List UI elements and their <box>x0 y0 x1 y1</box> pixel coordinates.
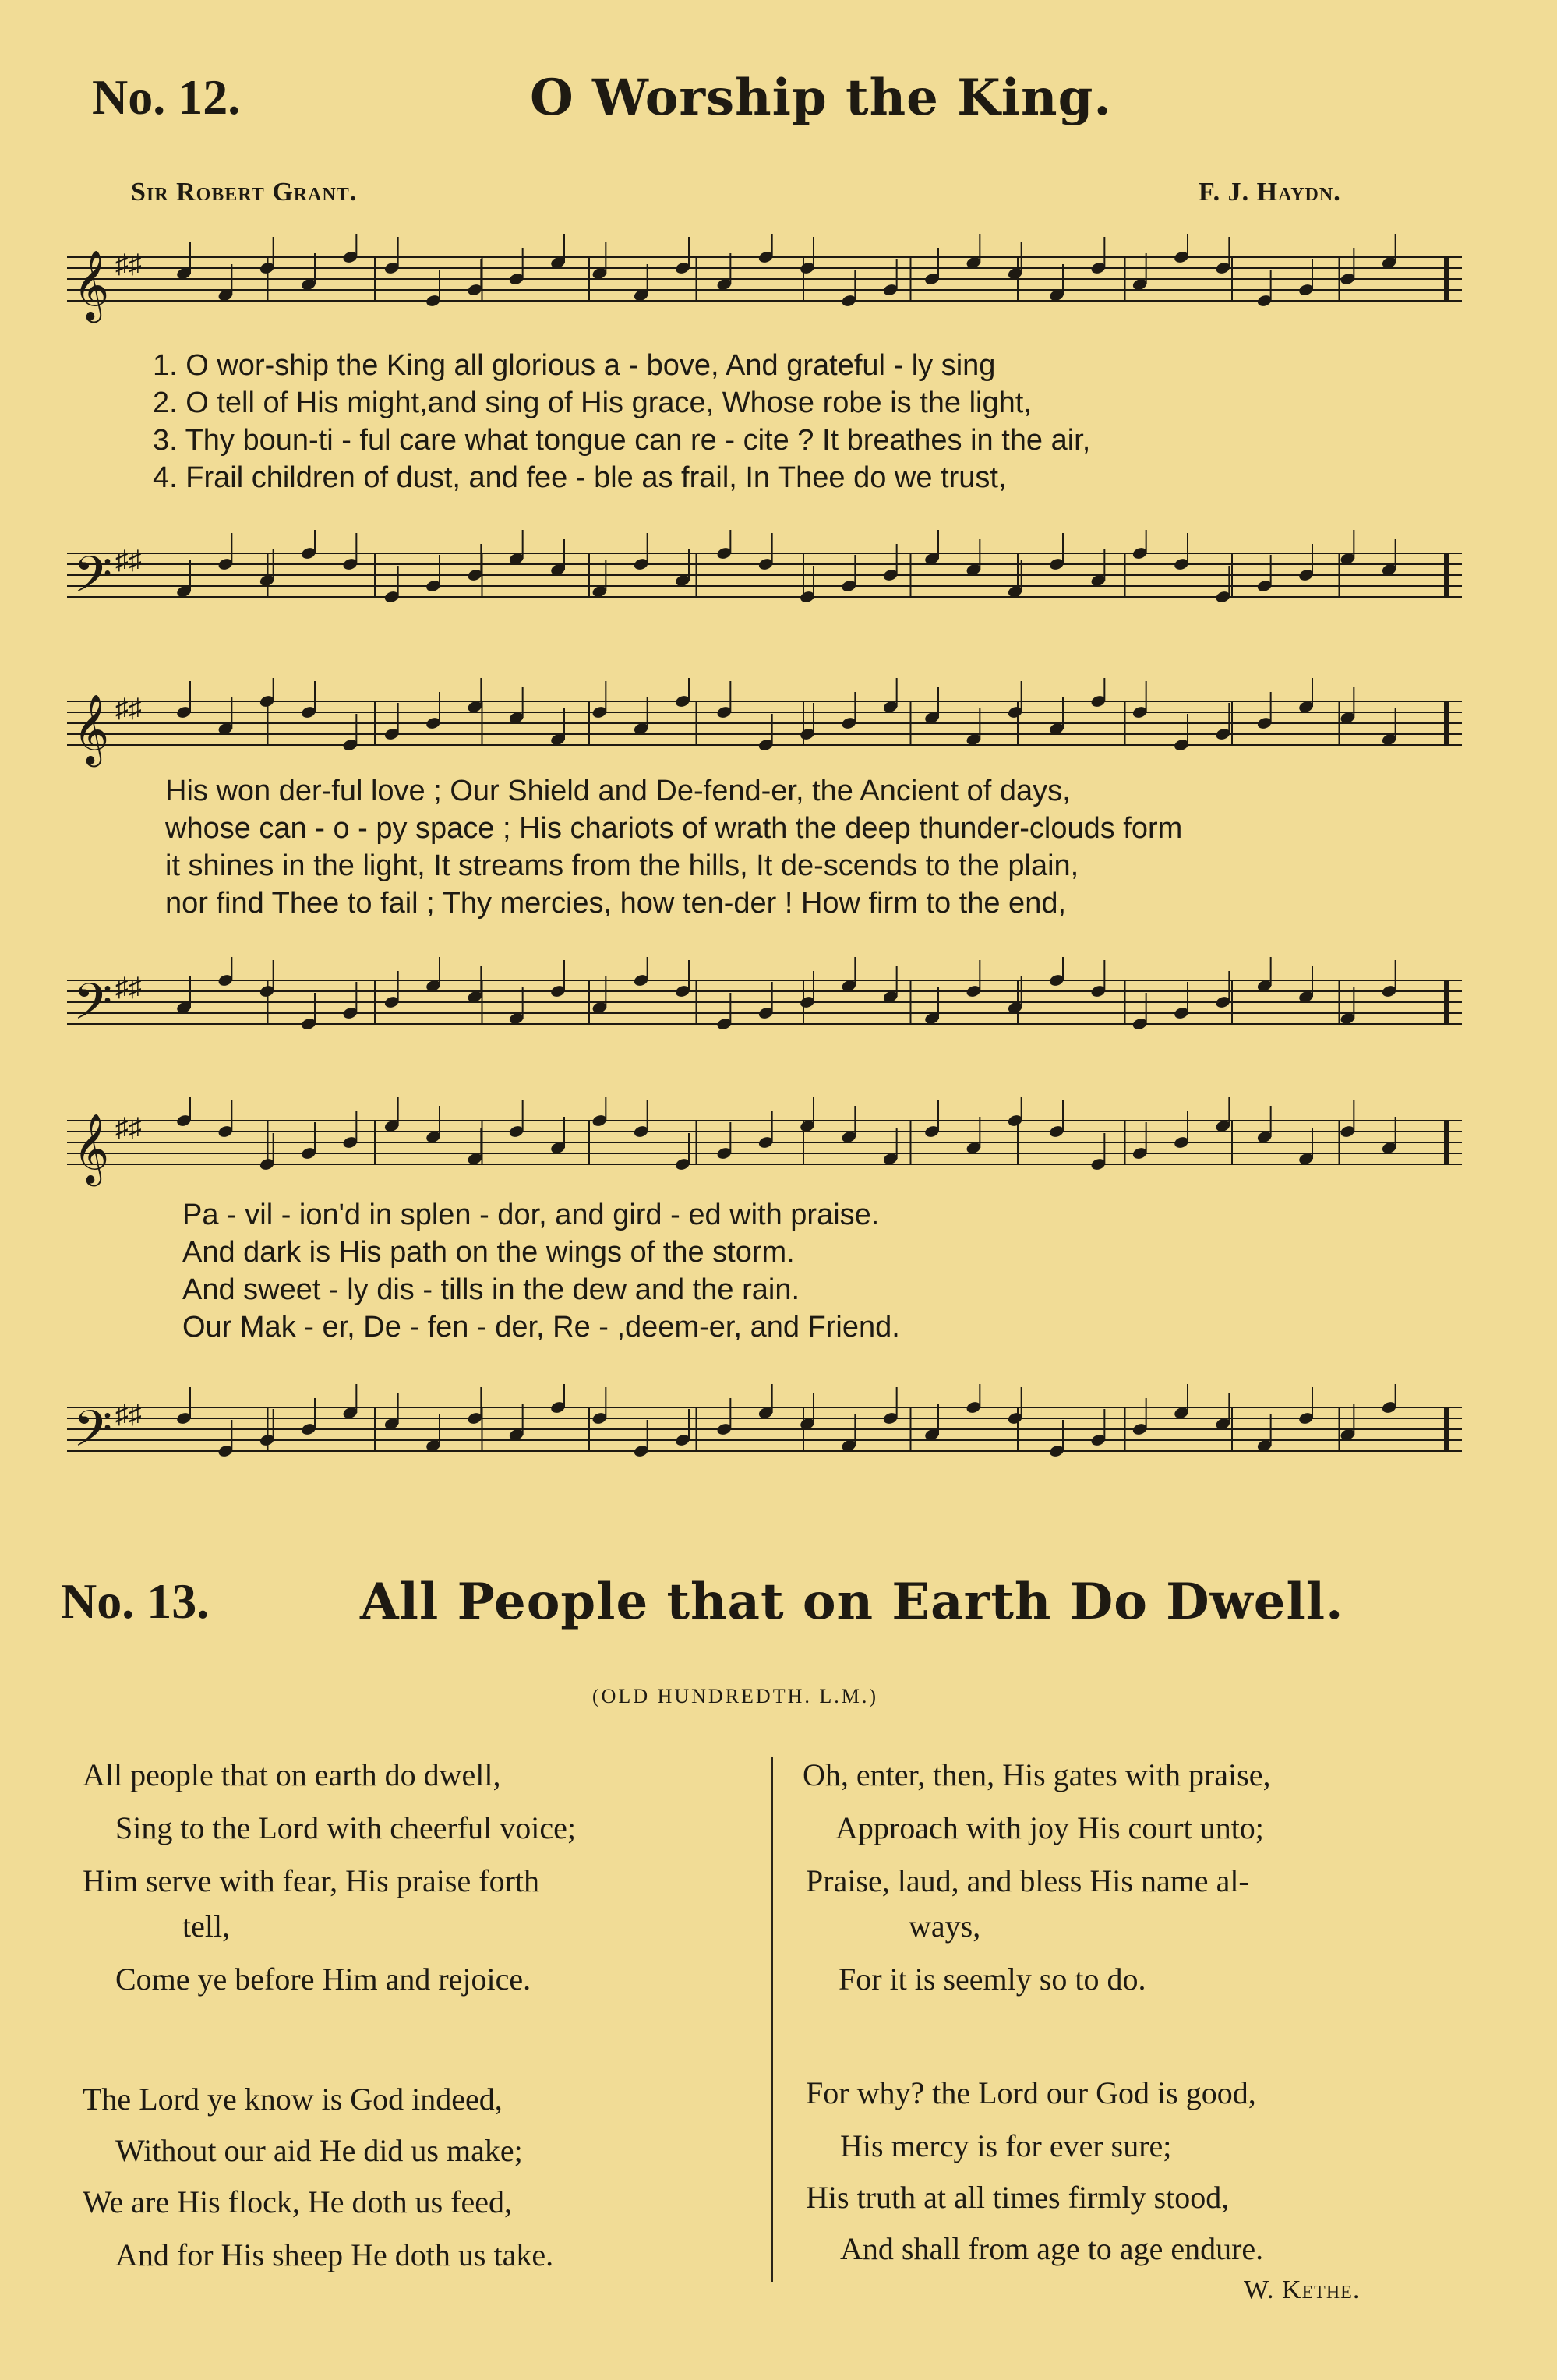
staff-engraving <box>67 1384 1462 1478</box>
key-signature-icon: ♯♯ <box>115 250 142 279</box>
hymn-12-author: Sir Robert Grant. <box>131 178 358 207</box>
verse-line: We are His flock, He doth us feed, <box>83 2184 513 2219</box>
lyric-line: it shines in the light, It streams from the hills, It de-scends to the plain, <box>165 849 1079 882</box>
lyric-line: Our Mak - er, De - fen - der, Re - ,deem-er, and Friend. <box>182 1311 900 1344</box>
bass-clef-icon: 𝄢 <box>73 973 113 1043</box>
key-signature-icon: ♯♯ <box>115 546 142 575</box>
treble-clef-icon: 𝄞 <box>73 250 110 320</box>
lyric-line: 3. Thy boun-ti - ful care what tongue can re - cite ? It breathes in the air, <box>153 424 1091 457</box>
verse-line: All people that on earth do dwell, <box>83 1757 501 1792</box>
hymn-13-subtitle: (OLD HUNDREDTH. L.M.) <box>592 1685 879 1707</box>
key-signature-icon: ♯♯ <box>115 1400 142 1429</box>
lyric-line: And dark is His path on the wings of the storm. <box>182 1236 795 1269</box>
verse-line: Come ye before Him and rejoice. <box>115 1962 531 1997</box>
music-staff-treble-2 <box>67 678 1462 772</box>
hymn-13-number: No. 13. <box>61 1573 210 1629</box>
verse-line: For why? the Lord our God is good, <box>806 2075 1256 2110</box>
verse-line: Oh, enter, then, His gates with praise, <box>803 1757 1271 1792</box>
lyric-line: His won der-ful love ; Our Shield and De-fend-er, the Ancient of days, <box>165 775 1071 807</box>
music-staff-bass-1 <box>67 530 1462 623</box>
lyric-line: 1. O wor-ship the King all glorious a - bove, And grateful - ly sing <box>153 349 996 382</box>
verse-line: Sing to the Lord with cheerful voice; <box>115 1810 576 1845</box>
key-signature-icon: ♯♯ <box>115 1114 142 1142</box>
key-signature-icon: ♯♯ <box>115 694 142 723</box>
hymn-12-number: No. 12. <box>92 69 241 125</box>
lyric-line: 2. O tell of His might,and sing of His grace, Whose robe is the light, <box>153 387 1032 419</box>
verse-line: His truth at all times firmly stood, <box>806 2180 1230 2215</box>
lyric-line: 4. Frail children of dust, and fee - ble as frail, In Thee do we trust, <box>153 461 1007 494</box>
treble-clef-icon: 𝄞 <box>73 694 110 764</box>
bass-clef-icon: 𝄢 <box>73 1400 113 1471</box>
staff-engraving <box>67 234 1462 327</box>
music-staff-treble-3 <box>67 1097 1462 1191</box>
staff-engraving <box>67 957 1462 1051</box>
verse-line: ways, <box>909 1909 981 1944</box>
hymn-13-author: W. Kethe. <box>1244 2276 1361 2304</box>
lyric-line: whose can - o - py space ; His chariots of wrath the deep thunder-clouds form <box>165 812 1183 845</box>
hymn-13-title: All People that on Earth Do Dwell. <box>360 1573 1344 1631</box>
bass-clef-icon: 𝄢 <box>73 546 113 616</box>
hymn-12-composer: F. J. Haydn. <box>1199 178 1341 207</box>
music-staff-bass-2 <box>67 957 1462 1051</box>
column-divider <box>771 1757 773 2282</box>
verse-line: Without our aid He did us make; <box>115 2133 523 2168</box>
lyric-line: nor find Thee to fail ; Thy mercies, how ten-der ! How firm to the end, <box>165 887 1067 920</box>
key-signature-icon: ♯♯ <box>115 973 142 1002</box>
verse-line: tell, <box>182 1909 231 1944</box>
verse-line: The Lord ye know is God indeed, <box>83 2082 503 2117</box>
lyric-line: Pa - vil - ion'd in splen - dor, and gird - ed with praise. <box>182 1199 880 1231</box>
music-staff-bass-3 <box>67 1384 1462 1478</box>
verse-line: His mercy is for ever sure; <box>840 2128 1172 2163</box>
hymn-12-title: O Worship the King. <box>530 69 1112 127</box>
verse-line: For it is seemly so to do. <box>839 1962 1146 1997</box>
staff-engraving <box>67 530 1462 623</box>
treble-clef-icon: 𝄞 <box>73 1114 110 1184</box>
verse-line: Praise, laud, and bless His name al- <box>806 1863 1249 1898</box>
verse-line: Him serve with fear, His praise forth <box>83 1863 539 1898</box>
lyric-line: And sweet - ly dis - tills in the dew and the rain. <box>182 1273 800 1306</box>
verse-line: Approach with joy His court unto; <box>835 1810 1264 1845</box>
verse-line: And for His sheep He doth us take. <box>115 2237 554 2272</box>
verse-line: And shall from age to age endure. <box>840 2231 1264 2266</box>
staff-engraving <box>67 1097 1462 1191</box>
staff-engraving <box>67 678 1462 772</box>
music-staff-treble-1 <box>67 234 1462 327</box>
